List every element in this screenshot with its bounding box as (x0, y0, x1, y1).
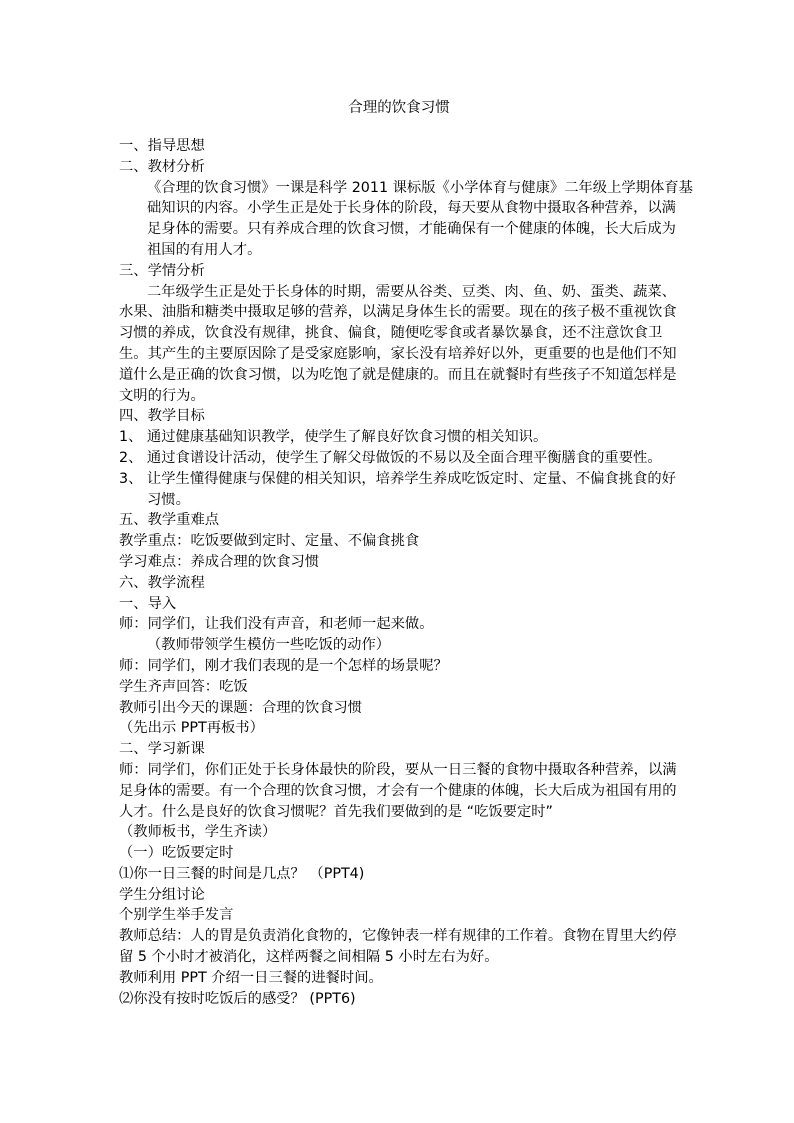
document-line: 1、 通过健康基础知识教学，使学生了解良好饮食习惯的相关知识。 (119, 429, 548, 446)
document-line: 教学重点：吃饭要做到定时、定量、不偏食挑食 (119, 533, 420, 550)
document-line: （教师带领学生模仿一些吃饭的动作） (147, 637, 391, 654)
document-line: 师：同学们，让我们没有声音，和老师一起来做。 (119, 616, 434, 633)
document-line: （一）吃饭要定时 (119, 845, 234, 862)
document-title: 合理的饮食习惯 (348, 100, 450, 116)
document-line: （教师板书，学生齐读） (119, 824, 277, 841)
document-line: 人才。什么是良好的饮食习惯呢？首先我们要做到的是 “吃饭要定时” (119, 803, 553, 820)
document-line: 生。其产生的主要原因除了是受家庭影响，家长没有培养好以外，更重要的也是他们不知 (119, 345, 677, 362)
document-line: 二、学习新课 (119, 741, 205, 758)
document-line: ⑵你没有按时吃饭后的感受？ (PPT6) (119, 990, 356, 1007)
document-line: 六、教学流程 (119, 574, 205, 591)
document-line: 础知识的内容。小学生正是处于长身体的阶段，每天要从食物中摄取各种营养，以满 (147, 200, 676, 217)
document-line: 学习难点：养成合理的饮食习惯 (119, 553, 320, 570)
document-body (119, 136, 693, 1009)
document-line: 学生分组讨论 (119, 886, 205, 903)
document-line: 四、教学目标 (119, 408, 205, 425)
document-line: 文明的行为。 (119, 387, 205, 404)
document-line: 二、教材分析 (119, 158, 205, 175)
document-line: 2、 通过食谱设计活动，使学生了解父母做饭的不易以及全面合理平衡膳食的重要性。 (119, 449, 662, 466)
document-line: 足身体的需要。只有养成合理的饮食习惯，才能确保有一个健康的体魄，长大后成为 (147, 221, 676, 238)
document-line: 习惯。 (147, 491, 190, 508)
document-line: 一、指导思想 (119, 138, 205, 154)
document-line: 二年级学生正是处于长身体的时期，需要从谷类、豆类、肉、鱼、奶、蛋类、蔬菜、 (147, 283, 676, 300)
document-line: 3、 让学生懂得健康与保健的相关知识，培养学生养成吃饭定时、定量、不偏食挑食的好 (119, 470, 676, 487)
document-line: 五、教学重难点 (119, 512, 220, 529)
document-line: 教师总结：人的胃是负责消化食物的，它像钟表一样有规律的工作着。食物在胃里大约停 (119, 928, 677, 945)
document-line: 《合理的饮食习惯》一课是科学 2011 课标版《小学体育与健康》二年级上学期体育基 (147, 179, 693, 196)
document-line: （先出示 PPT再板书） (119, 720, 264, 737)
document-line: 一、导入 (119, 595, 177, 612)
document-line: 水果、油脂和糖类中摄取足够的营养，以满足身体生长的需要。现在的孩子极不重视饮食 (119, 304, 677, 321)
document-line: 个别学生举手发言 (119, 907, 234, 924)
document-line: 留 5 个小时才被消化，这样两餐之间相隔 5 小时左右为好。 (119, 949, 499, 966)
document-line: 足身体的需要。有一个合理的饮食习惯，才会有一个健康的体魄，长大后成为祖国有用的 (119, 782, 677, 799)
document-line: 三、学情分析 (119, 262, 205, 279)
document-line: 师：同学们，你们正处于长身体最快的阶段，要从一日三餐的食物中摄取各种营养，以满 (119, 761, 677, 778)
document-line: 祖国的有用人才。 (147, 241, 262, 258)
document-line: 师：同学们，刚才我们表现的是一个怎样的场景呢？ (119, 657, 448, 674)
document-line: 教师利用 PPT 介绍一日三餐的进餐时间。 (119, 969, 383, 986)
document-line: 学生齐声回答：吃饭 (119, 678, 248, 695)
document-line: ⑴你一日三餐的时间是几点？ （PPT4) (119, 865, 365, 882)
document-line: 道什么是正确的饮食习惯，以为吃饱了就是健康的。而且在就餐时有些孩子不知道怎样是 (119, 366, 677, 383)
document-line: 教师引出今天的课题：合理的饮食习惯 (119, 699, 363, 716)
document-line: 习惯的养成，饮食没有规律，挑食、偏食，随便吃零食或者暴饮暴食，还不注意饮食卫 (119, 325, 663, 342)
